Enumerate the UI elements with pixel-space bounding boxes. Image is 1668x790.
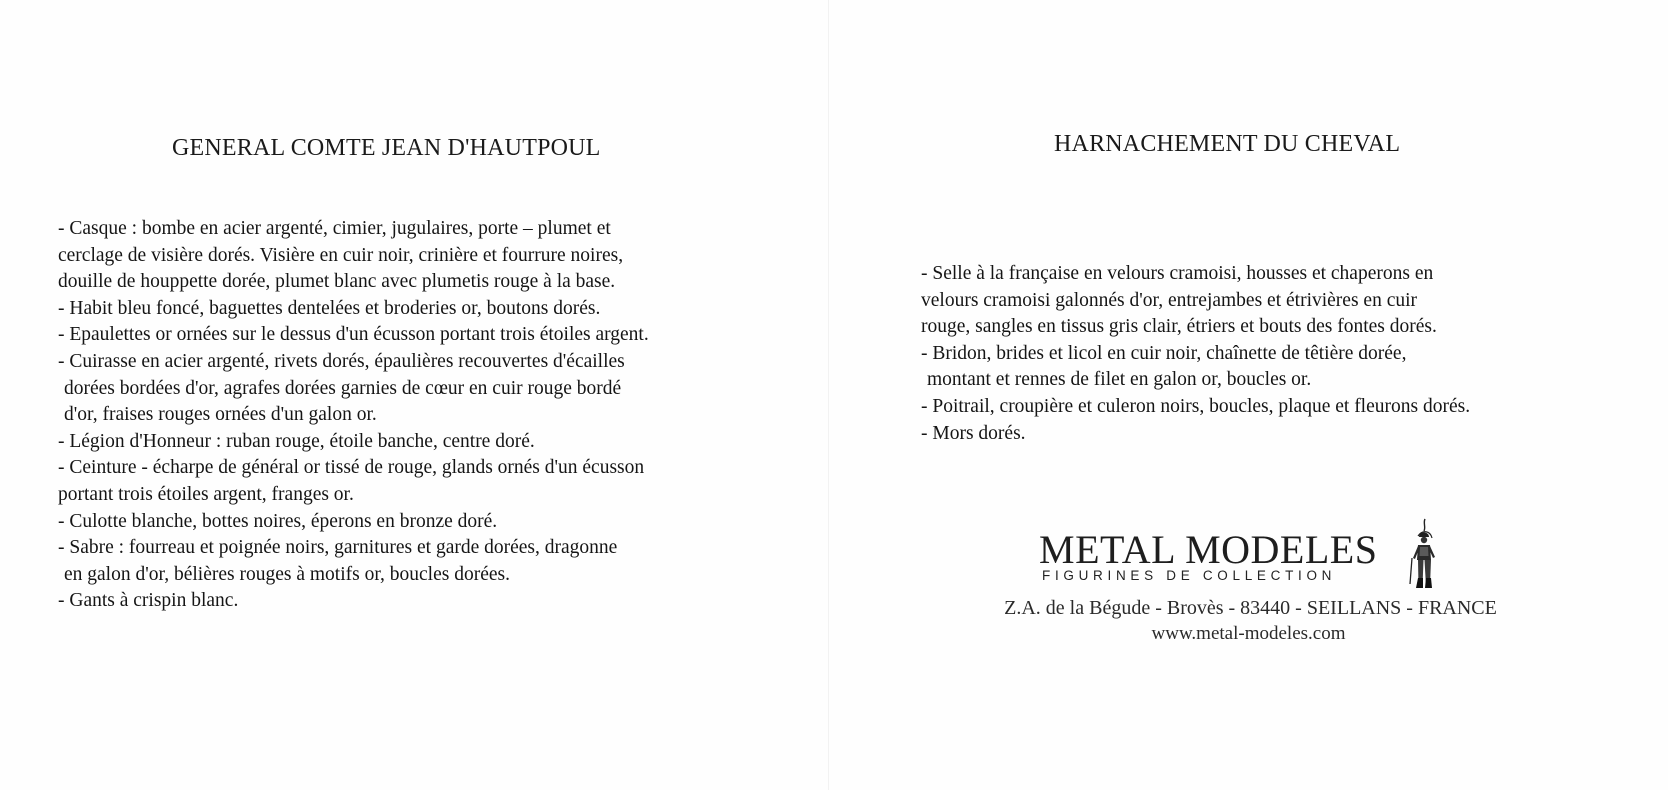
uniform-line: cerclage de visière dorés. Visière en cuir noir, crinière et fourrure noires, bbox=[58, 244, 624, 266]
uniform-line: - Sabre : fourreau et poignée noirs, garnitures et garde dorées, dragonne bbox=[58, 537, 618, 559]
harness-line: montant et rennes de filet en galon or, boucles or. bbox=[927, 369, 1312, 391]
harness-line: - Mors dorés. bbox=[921, 422, 1026, 444]
brand-tagline: FIGURINES DE COLLECTION bbox=[1042, 568, 1337, 583]
uniform-line: - Légion d'Honneur : ruban rouge, étoile banche, centre doré. bbox=[58, 430, 535, 452]
uniform-line: - Epaulettes or ornées sur le dessus d'un écusson portant trois étoiles argent. bbox=[58, 324, 649, 346]
company-address: Z.A. de la Bégude - Brovès - 83440 - SEILLANS - FRANCE bbox=[1004, 597, 1497, 619]
harness-panel bbox=[829, 0, 1668, 790]
brand-name: METAL MODELES bbox=[1039, 527, 1378, 572]
uniform-line: portant trois étoiles argent, franges or. bbox=[58, 483, 354, 505]
harness-line: rouge, sangles en tissus gris clair, étriers et bouts des fontes dorés. bbox=[921, 316, 1437, 338]
harness-line: - Poitrail, croupière et culeron noirs, boucles, plaque et fleurons dorés. bbox=[921, 395, 1471, 417]
uniform-line: - Cuirasse en acier argenté, rivets dorés, épaulières recouvertes d'écailles bbox=[58, 350, 625, 372]
harness-description bbox=[921, 261, 1470, 447]
uniform-line: - Habit bleu foncé, baguettes dentelées et broderies or, boutons dorés. bbox=[58, 297, 601, 319]
harness-line: velours cramoisi galonnés d'or, entrejambes et étrivières en cuir bbox=[921, 289, 1418, 311]
soldier-figure-icon bbox=[1404, 518, 1444, 590]
uniform-description bbox=[58, 216, 649, 615]
uniform-title: GENERAL COMTE JEAN D'HAUTPOUL bbox=[172, 135, 601, 161]
uniform-line: - Gants à crispin blanc. bbox=[58, 590, 239, 612]
harness-title: HARNACHEMENT DU CHEVAL bbox=[1054, 131, 1401, 157]
uniform-line: en galon d'or, bélières rouges à motifs or, boucles dorées. bbox=[64, 563, 510, 585]
uniform-panel bbox=[0, 0, 828, 790]
harness-line: - Selle à la française en velours cramoisi, housses et chaperons en bbox=[921, 263, 1434, 284]
uniform-line: - Ceinture - écharpe de général or tissé de rouge, glands ornés d'un écusson bbox=[58, 457, 645, 479]
uniform-line: d'or, fraises rouges ornées d'un galon or. bbox=[64, 404, 377, 426]
uniform-line: - Culotte blanche, bottes noires, éperons en bronze doré. bbox=[58, 510, 498, 532]
uniform-line: douille de houppette dorée, plumet blanc avec plumetis rouge à la base. bbox=[58, 271, 616, 293]
uniform-line: - Casque : bombe en acier argenté, cimier, jugulaires, porte – plumet et bbox=[58, 218, 611, 239]
brand-logo bbox=[1039, 527, 1459, 592]
uniform-line: dorées bordées d'or, agrafes dorées garnies de cœur en cuir rouge bordé bbox=[64, 377, 622, 399]
company-website: www.metal-modeles.com bbox=[1151, 623, 1346, 644]
harness-line: - Bridon, brides et licol en cuir noir, chaînette de têtière dorée, bbox=[921, 342, 1407, 364]
